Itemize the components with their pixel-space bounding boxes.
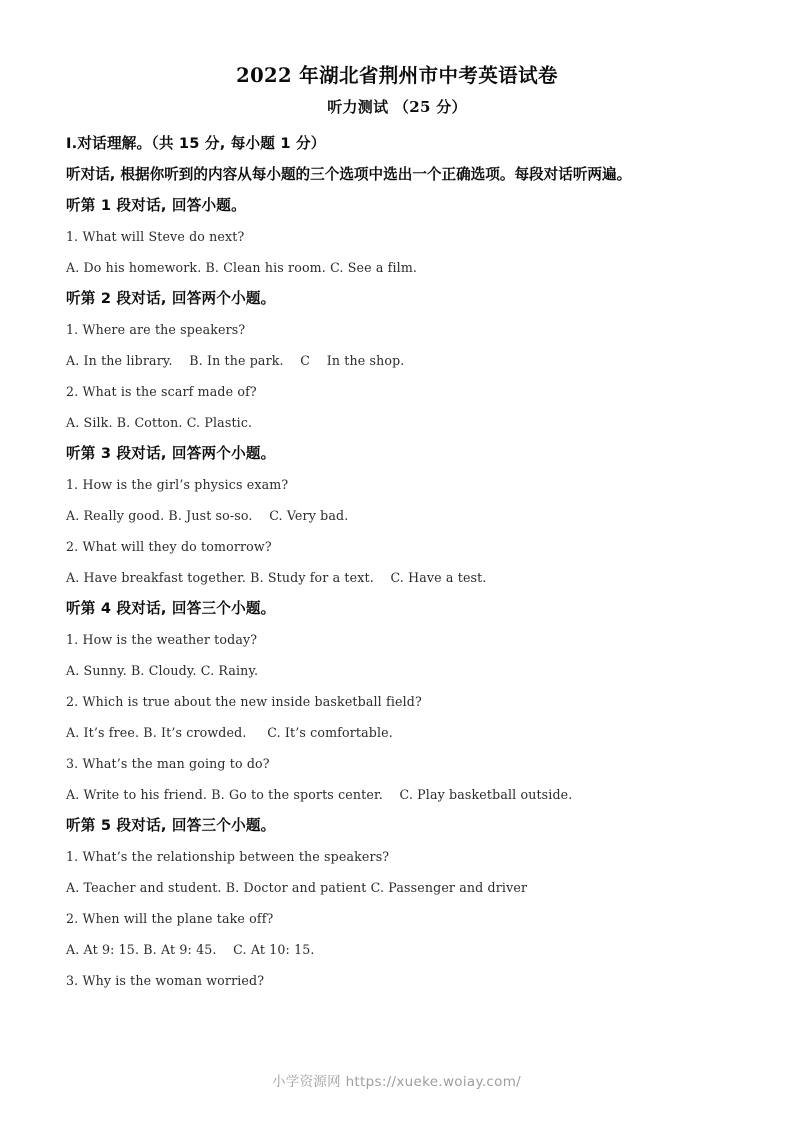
question-stem: 1. How is the girl’s physics exam? xyxy=(66,477,289,492)
option-line: A. It’s free. B. It’s crowded. C. It’s comfortable. xyxy=(66,725,393,740)
section-heading: 听第 3 段对话, 回答两个小题。 xyxy=(66,445,276,462)
question-stem: 3. Why is the woman worried? xyxy=(66,973,265,988)
listening-section xyxy=(66,593,728,810)
section-heading: 听第 5 段对话, 回答三个小题。 xyxy=(66,817,276,834)
section-heading: 听第 1 段对话, 回答小题。 xyxy=(66,197,246,214)
document-content xyxy=(66,62,728,996)
question-stem: 2. Which is true about the new inside basketball field? xyxy=(66,694,422,709)
listening-section xyxy=(66,283,728,438)
question-stem: 2. When will the plane take off? xyxy=(66,911,274,926)
option-line: A. Write to his friend. B. Go to the sports center. C. Play basketball outside. xyxy=(66,787,573,802)
page-subtitle: 听力测试 （25 分） xyxy=(327,98,467,116)
listening-section xyxy=(66,190,728,283)
part-instruction: 听对话, 根据你听到的内容从每小题的三个选项中选出一个正确选项。每段对话听两遍。 xyxy=(66,166,632,183)
question-stem: 2. What is the scarf made of? xyxy=(66,384,257,399)
question-stem: 1. What’s the relationship between the speakers? xyxy=(66,849,390,864)
site-watermark: 小学资源网 https://xueke.woiay.com/ xyxy=(271,1074,522,1090)
question-stem: 1. How is the weather today? xyxy=(66,632,258,647)
option-line: A. Have breakfast together. B. Study for a text. C. Have a test. xyxy=(66,570,487,585)
question-stem: 3. What’s the man going to do? xyxy=(66,756,270,771)
question-stem: 1. What will Steve do next? xyxy=(66,229,245,244)
question-stem: 1. Where are the speakers? xyxy=(66,322,246,337)
question-stem: 2. What will they do tomorrow? xyxy=(66,539,272,554)
part-heading: Ⅰ.对话理解。（共 15 分, 每小题 1 分） xyxy=(66,135,326,152)
section-heading: 听第 2 段对话, 回答两个小题。 xyxy=(66,290,276,307)
option-line: A. At 9: 15. B. At 9: 45. C. At 10: 15. xyxy=(66,942,315,957)
option-line: A. Sunny. B. Cloudy. C. Rainy. xyxy=(66,663,259,678)
option-line: A. Silk. B. Cotton. C. Plastic. xyxy=(66,415,253,430)
listening-section xyxy=(66,438,728,593)
option-line: A. In the library. B. In the park. C In the shop. xyxy=(66,353,405,368)
section-heading: 听第 4 段对话, 回答三个小题。 xyxy=(66,600,276,617)
page-title: 2022 年湖北省荆州市中考英语试卷 xyxy=(236,64,558,87)
option-line: A. Really good. B. Just so‑so. C. Very bad. xyxy=(66,508,349,523)
listening-section xyxy=(66,810,728,996)
option-line: A. Do his homework. B. Clean his room. C. See a film. xyxy=(66,260,418,275)
option-line: A. Teacher and student. B. Doctor and patient C. Passenger and driver xyxy=(66,880,528,895)
